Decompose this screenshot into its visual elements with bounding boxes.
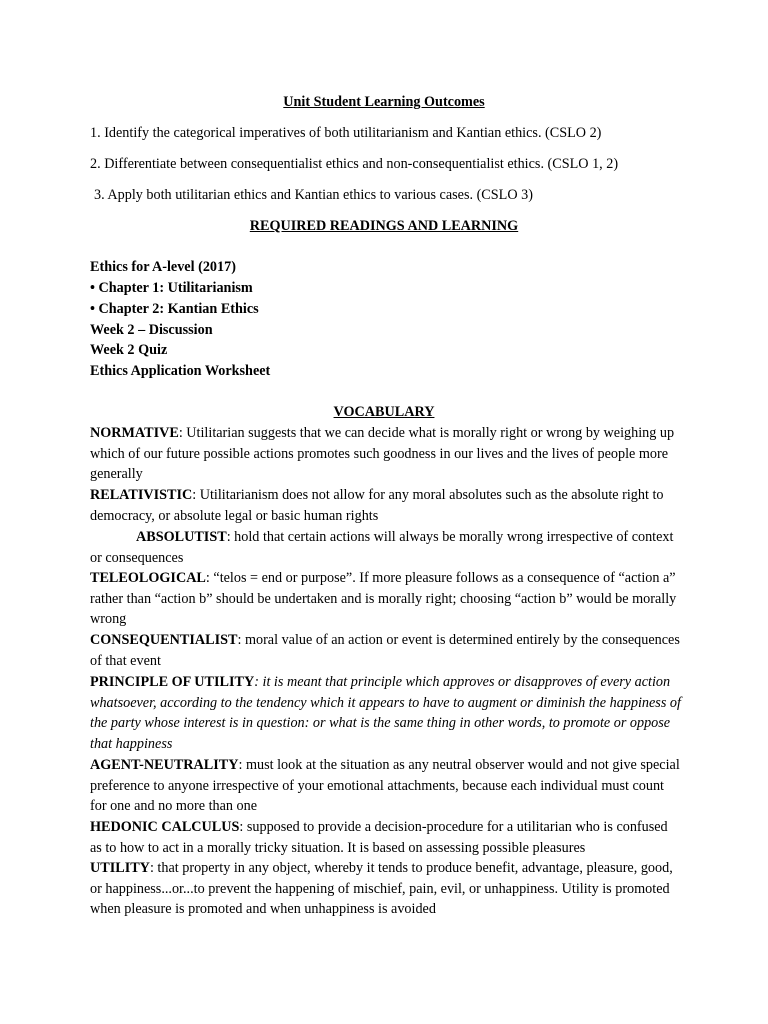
vocab-entry-utility [90,858,682,920]
vocab-term: CONSEQUENTIALIST [90,632,238,648]
reading-textbook: Ethics for A-level (2017) [90,259,236,275]
vocab-term: PRINCIPLE OF UTILITY [90,674,255,690]
vocab-definition: : hold that certain actions will always be morally wrong irrespective of context or consequences [90,529,674,566]
outcomes-heading: Unit Student Learning Outcomes [283,94,485,110]
vocab-definition: : that property in any object, whereby it tends to produce benefit, advantage, pleasure, good, or happiness...or...to prevent the happening of mischief, pain, evil, or unhappiness. Utility is promoted when pleasure is promoted and when unhappiness is avoided [90,860,673,918]
vocabulary-heading: VOCABULARY [333,404,435,420]
vocab-entry-absolutist [90,527,682,568]
reading-quiz: Week 2 Quiz [90,342,168,358]
readings-heading: REQUIRED READINGS AND LEARNING [249,218,519,234]
vocab-entry-principle-of-utility [90,672,682,755]
reading-chapter-1: • Chapter 1: Utilitarianism [90,280,253,296]
vocab-entry-consequentialist [90,630,682,671]
vocab-entry-agent-neutrality [90,755,682,817]
vocab-definition: : “telos = end or purpose”. If more pleasure follows as a consequence of “action a” rather than “action b” should be undertaken and is morally right; choosing “action b” would be morally wrong [90,570,677,628]
vocab-definition: : supposed to provide a decision-procedure for a utilitarian who is confused as to how to act in a morally tricky situation. It is based on assessing possible pleasures [90,819,668,856]
vocab-term: NORMATIVE [90,425,179,441]
outcome-1: 1. Identify the categorical imperatives of both utilitarianism and Kantian ethics. (CSLO 2) [90,125,602,141]
outcome-3: 3. Apply both utilitarian ethics and Kantian ethics to various cases. (CSLO 3) [94,187,533,203]
reading-discussion: Week 2 – Discussion [90,322,213,338]
vocab-term: UTILITY [90,860,150,876]
vocab-entry-relativistic [90,485,682,526]
vocab-entry-teleological [90,568,682,630]
reading-worksheet: Ethics Application Worksheet [90,363,271,379]
vocab-term: RELATIVISTIC [90,487,193,503]
vocab-term: TELEOLOGICAL [90,570,206,586]
vocab-definition: : Utilitarian suggests that we can decide what is morally right or wrong by weighing up which of our future possible actions promotes such goodness in our lives and the lives of people more generally [90,425,675,483]
vocab-definition: : Utilitarianism does not allow for any moral absolutes such as the absolute right to democracy, or absolute legal or basic human rights [90,487,664,524]
reading-chapter-2: • Chapter 2: Kantian Ethics [90,301,259,317]
vocab-term: AGENT-NEUTRALITY [90,757,239,773]
vocab-definition: : must look at the situation as any neutral observer would and not give special preference to anyone irrespective of your emotional attachments, because each individual must count for one and no more than one [90,757,680,815]
vocab-entry-normative [90,423,682,485]
vocab-entry-hedonic-calculus [90,817,682,858]
vocab-term: HEDONIC CALCULUS [90,819,240,835]
vocab-definition: : it is meant that principle which approves or disapproves of every action whatsoever, according to the tendency which it appears to have to augment or diminish the happiness of the party whose interest is in question: or what is the same thing in other words, to promote or oppose that happiness [90,674,681,753]
outcome-2: 2. Differentiate between consequentialist ethics and non-consequentialist ethics. (CSLO 1, 2) [90,156,619,172]
vocab-term: ABSOLUTIST [136,529,227,545]
vocab-definition: : moral value of an action or event is determined entirely by the consequences of that event [90,632,680,669]
